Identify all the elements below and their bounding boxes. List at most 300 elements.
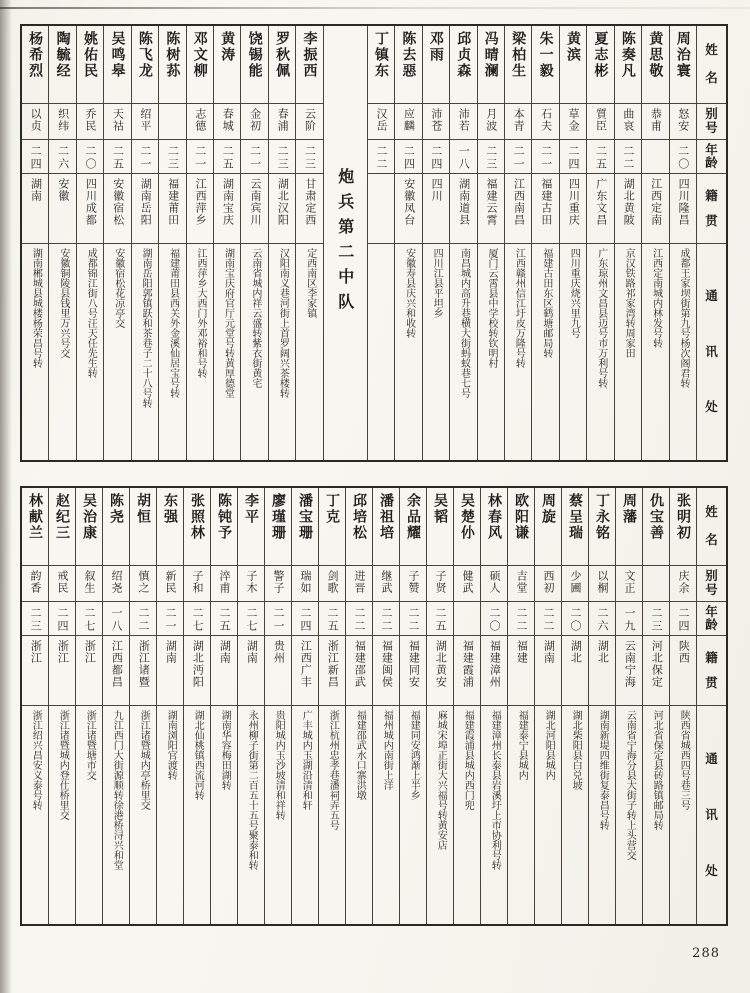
name-cell	[22, 26, 48, 104]
address-cell	[670, 706, 696, 924]
roster-column	[641, 26, 668, 460]
address-cell-text: 南昌城内高升巷横大街蚂蚁巷七号	[458, 248, 470, 398]
name-cell-text: 夏志彬	[592, 31, 609, 79]
name-cell-text: 朱一毅	[537, 31, 554, 79]
name-cell	[532, 26, 558, 104]
roster-column	[48, 26, 75, 460]
roster-column	[295, 26, 322, 460]
address-cell-text: 成都锦江街八号汪天任先生转	[85, 248, 97, 378]
address-cell	[159, 244, 185, 460]
address-cell-text: 江西萍乡大西门外邓裕和号转	[195, 248, 207, 378]
alias-cell-text: 怒安	[676, 108, 690, 132]
address-cell	[589, 706, 615, 924]
address-cell-text: 四川重庆烧兴里九号	[568, 248, 580, 338]
alias-cell	[319, 566, 345, 602]
alias-cell-text: 瑞如	[299, 570, 312, 594]
roster-column	[75, 488, 102, 924]
squad-title	[324, 26, 367, 460]
native-place-cell-text: 湖南宝庆	[221, 178, 235, 226]
name-cell	[346, 488, 372, 566]
age-cell	[296, 140, 322, 174]
name-cell-text: 邓文柳	[191, 31, 208, 79]
name-cell	[562, 488, 588, 566]
address-cell	[395, 244, 421, 460]
native-place-cell-text: 云南宾川	[248, 178, 262, 226]
address-cell	[22, 244, 48, 460]
native-place-cell	[214, 174, 240, 244]
roster-column	[22, 488, 48, 924]
row-label-char: 年	[705, 603, 718, 619]
age-cell	[535, 602, 561, 636]
address-cell	[643, 706, 669, 924]
alias-cell-text: 乔民	[84, 108, 98, 132]
row-label-char: 处	[705, 862, 718, 878]
alias-cell-text: 云阶	[303, 108, 317, 132]
age-cell	[481, 602, 507, 636]
native-place-cell-text: 福建古田	[539, 178, 553, 226]
name-cell-text: 丁克	[324, 493, 340, 525]
alias-cell	[454, 566, 480, 602]
native-place-cell	[159, 174, 185, 244]
native-place-cell	[296, 174, 322, 244]
alias-cell-text: 子木	[245, 570, 258, 594]
native-place-cell-text: 福建闽侯	[380, 640, 394, 688]
native-place-cell	[450, 174, 476, 244]
name-cell-text: 吴楚仦	[459, 493, 475, 541]
native-place-cell-text: 湖北黄陂	[622, 178, 636, 226]
alias-cell-text: 剑歌	[326, 570, 339, 594]
address-cell	[49, 244, 75, 460]
native-place-cell-text: 甘肃定西	[303, 178, 317, 226]
roster-column	[213, 26, 240, 460]
roster-column	[186, 26, 213, 460]
age-cell	[670, 602, 696, 636]
name-cell	[104, 26, 130, 104]
alias-cell	[670, 104, 696, 140]
age-cell-text: 二四	[567, 145, 581, 171]
row-label-char: 讯	[705, 806, 718, 822]
native-place-cell-text: 浙江新昌	[326, 640, 340, 688]
alias-cell-text: 沛苍	[429, 108, 443, 132]
native-place-cell	[319, 636, 345, 706]
address-cell-text: 永州柳子街第二百五十五号聚泰和转	[246, 710, 258, 870]
address-cell-text: 福建邵武水口寨洪墩	[354, 710, 366, 800]
alias-cell-text: 织纬	[56, 108, 70, 132]
address-cell-text: 湖北仙桃镇西流河转	[192, 710, 204, 800]
address-cell-text: 定西南区李家镇	[304, 248, 316, 318]
alias-cell	[292, 566, 318, 602]
native-place-cell-text: 江西南昌	[512, 178, 526, 226]
alias-cell	[49, 566, 75, 602]
address-cell-text: 福建霞浦县城内西门兜	[462, 710, 474, 810]
name-cell-text: 胡恒	[135, 493, 151, 525]
name-cell-text: 赵纪三	[54, 493, 70, 541]
native-place-cell-text: 湖北汉阳	[276, 178, 290, 226]
row-label-native	[697, 636, 726, 706]
address-cell-text: 福建同安鸿渐上半乡	[408, 710, 420, 800]
native-place-cell	[130, 636, 156, 706]
age-cell-text: 二一	[164, 607, 177, 633]
name-cell-text: 邓雨	[427, 31, 444, 63]
row-label-age	[697, 140, 726, 174]
address-cell-text: 福建泰宁县城内	[516, 710, 528, 780]
name-cell	[159, 26, 185, 104]
alias-cell-text: 春浦	[276, 108, 290, 132]
row-label-char: 别	[705, 106, 718, 122]
native-place-cell	[560, 174, 586, 244]
alias-cell	[157, 566, 183, 602]
native-place-cell	[532, 174, 558, 244]
age-cell-text: 二〇	[84, 145, 98, 171]
age-cell-text: 一八	[110, 607, 123, 633]
name-cell-text: 饶锡能	[246, 31, 263, 79]
row-label-age	[697, 602, 726, 636]
row-label-char: 姓	[705, 42, 718, 58]
native-place-cell	[400, 636, 426, 706]
native-place-cell-text: 福建霞浦	[461, 640, 475, 688]
name-cell	[505, 26, 531, 104]
name-cell-text: 姚佑民	[82, 31, 99, 79]
native-place-cell-text: 福建莆田	[166, 178, 180, 226]
address-cell	[241, 244, 267, 460]
alias-cell	[615, 104, 641, 140]
age-cell-text: 二五	[111, 145, 125, 171]
native-place-cell	[427, 636, 453, 706]
address-cell	[373, 706, 399, 924]
header-column	[696, 488, 726, 924]
roster-column	[586, 26, 613, 460]
roster-column	[453, 488, 480, 924]
alias-cell	[535, 566, 561, 602]
name-cell-text: 周藩	[621, 493, 637, 525]
alias-cell-text: 慎之	[137, 570, 150, 594]
alias-cell-text: 戒民	[56, 570, 69, 594]
roster-column	[76, 26, 103, 460]
native-place-cell-text: 陕西	[677, 640, 691, 664]
binding-shadow	[0, 0, 12, 993]
address-cell-text: 浙江诸暨城内登仕桥里交	[57, 710, 69, 820]
name-cell	[450, 26, 476, 104]
roster-column	[426, 488, 453, 924]
native-place-cell	[670, 174, 696, 244]
name-cell	[587, 26, 613, 104]
row-label-char: 贯	[705, 674, 718, 690]
address-cell-text: 浙江诸暨城内亭桥里交	[138, 710, 150, 810]
row-label-name	[697, 26, 726, 104]
native-place-cell-text: 湖南道县	[457, 178, 471, 226]
age-cell	[589, 602, 615, 636]
age-cell	[103, 602, 129, 636]
native-place-cell	[49, 636, 75, 706]
alias-cell-text: 子和	[191, 570, 204, 594]
address-cell	[423, 244, 449, 460]
alias-cell	[159, 104, 185, 140]
name-cell	[560, 26, 586, 104]
native-place-cell-text: 福建同安	[407, 640, 421, 688]
native-place-cell-text: 湖南岳阳	[139, 178, 153, 226]
name-cell-text: 李平	[243, 493, 259, 525]
address-cell-text: 浙江绍兴昌安义泰号转	[30, 710, 42, 810]
age-cell-text: 二一	[539, 145, 553, 171]
native-place-cell-text: 四川隆昌	[677, 178, 691, 226]
age-cell-text: 二七	[83, 607, 96, 633]
name-cell-text: 陈奏凡	[619, 31, 636, 79]
name-cell-text: 陶毓经	[54, 31, 71, 79]
roster-column	[264, 488, 291, 924]
native-place-cell-text: 福建云霄	[485, 178, 499, 226]
native-place-cell	[184, 636, 210, 706]
native-place-cell-text: 浙江	[56, 640, 70, 664]
address-cell-text: 安徽铜陵县钱里万兴号交	[57, 248, 69, 358]
name-cell-text: 梁柏生	[510, 31, 527, 79]
row-label-char: 龄	[705, 616, 718, 632]
alias-cell-text: 韵香	[29, 570, 42, 594]
name-cell	[132, 26, 158, 104]
alias-cell-text: 春城	[221, 108, 235, 132]
alias-cell-text: 进晋	[353, 570, 366, 594]
row-label-alias	[697, 104, 726, 140]
native-place-cell	[265, 636, 291, 706]
age-cell-text: 二五	[326, 607, 339, 633]
age-cell	[269, 140, 295, 174]
address-cell-text: 福建古田东区鹤塘邮局转	[540, 248, 552, 358]
roster-column	[504, 26, 531, 460]
address-cell	[478, 244, 504, 460]
native-place-cell	[395, 174, 421, 244]
address-cell	[130, 706, 156, 924]
alias-cell-text: 健武	[461, 570, 474, 594]
roster-column	[158, 26, 185, 460]
alias-cell	[49, 104, 75, 140]
age-cell-text: 二一	[248, 145, 262, 171]
name-cell	[427, 488, 453, 566]
age-cell	[400, 602, 426, 636]
age-cell	[159, 140, 185, 174]
alias-cell	[373, 566, 399, 602]
alias-cell	[241, 104, 267, 140]
address-cell-text: 湖南郴城县城楼杨荣昌号转	[30, 248, 42, 368]
name-cell-text: 余品耀	[405, 493, 421, 541]
alias-cell-text: 沛若	[457, 108, 471, 132]
age-cell-text: 二二	[621, 145, 635, 171]
age-cell-text: 二三	[276, 145, 290, 171]
age-cell	[292, 602, 318, 636]
address-cell-text: 湖南新堤四维街复泰昌号转	[597, 710, 609, 830]
alias-cell	[423, 104, 449, 140]
name-cell	[589, 488, 615, 566]
age-cell-text: 一九	[623, 607, 636, 633]
address-cell	[562, 706, 588, 924]
address-cell-text: 云南省城内祥云盛转紫衣街黄宅	[249, 248, 261, 388]
address-cell-text: 贵阳城内玉沙坡清和祥转	[273, 710, 285, 820]
address-cell	[103, 706, 129, 924]
address-cell	[76, 706, 102, 924]
age-cell-text: 二二	[137, 607, 150, 633]
roster-column	[156, 488, 183, 924]
row-label-alias	[697, 566, 726, 602]
age-cell	[562, 602, 588, 636]
native-place-cell-text: 四川成都	[84, 178, 98, 226]
native-place-cell-text: 湖北黄安	[434, 640, 448, 688]
name-cell-text: 吴韬	[432, 493, 448, 525]
native-place-cell	[22, 174, 48, 244]
age-cell-text: 二二	[542, 607, 555, 633]
age-cell-text: 二四	[677, 607, 690, 633]
roster-column	[531, 26, 558, 460]
age-cell-text: 二三	[29, 607, 42, 633]
age-cell	[76, 602, 102, 636]
address-cell-text: 陕西省城西四号巷三号	[678, 710, 690, 810]
roster-column	[477, 26, 504, 460]
alias-cell-text: 庆余	[677, 570, 690, 594]
alias-cell-text: 天祜	[111, 108, 125, 132]
age-cell-text: 二四	[402, 145, 416, 171]
roster-column	[102, 488, 129, 924]
age-cell	[478, 140, 504, 174]
native-place-cell-text: 湖北	[596, 640, 610, 664]
native-place-cell-text: 福建漳州	[488, 640, 502, 688]
alias-cell	[211, 566, 237, 602]
alias-cell	[643, 566, 669, 602]
name-cell	[615, 26, 641, 104]
alias-cell	[395, 104, 421, 140]
name-cell	[395, 26, 421, 104]
name-cell-text: 陈钝予	[216, 493, 232, 541]
alias-cell-text: 曲哀	[621, 108, 635, 132]
alias-cell-text: 少圃	[569, 570, 582, 594]
native-place-cell	[368, 174, 394, 244]
name-cell	[265, 488, 291, 566]
row-label-char: 通	[705, 288, 718, 304]
native-place-cell	[157, 636, 183, 706]
roster-column	[534, 488, 561, 924]
age-cell	[49, 602, 75, 636]
age-cell	[77, 140, 103, 174]
row-label-char: 籍	[705, 187, 718, 203]
age-cell	[373, 602, 399, 636]
alias-cell-text: 恭甫	[649, 108, 663, 132]
row-label-char: 姓	[705, 504, 718, 520]
name-cell	[478, 26, 504, 104]
native-place-cell	[616, 636, 642, 706]
address-cell	[505, 244, 531, 460]
roster-table-top	[20, 24, 728, 462]
name-cell	[296, 26, 322, 104]
name-cell-text: 吴治康	[81, 493, 97, 541]
name-cell-text: 陈去惡	[400, 31, 417, 79]
address-cell-text: 厦门云霄县中学校转钦明村	[485, 248, 497, 368]
native-place-cell-text: 江西定南	[649, 178, 663, 226]
age-cell	[214, 140, 240, 174]
name-cell-text: 仇宝善	[648, 493, 664, 541]
address-cell	[346, 706, 372, 924]
native-place-cell-text: 湖南	[542, 640, 556, 664]
name-cell	[77, 26, 103, 104]
age-cell	[587, 140, 613, 174]
native-place-cell-text: 湖南	[29, 178, 43, 202]
age-cell-text: 二四	[299, 607, 312, 633]
alias-cell	[187, 104, 213, 140]
roster-column	[399, 488, 426, 924]
address-cell	[132, 244, 158, 460]
name-cell-text: 林春风	[486, 493, 502, 541]
age-cell	[505, 140, 531, 174]
roster-column	[210, 488, 237, 924]
address-cell	[642, 244, 668, 460]
address-cell	[368, 244, 394, 460]
alias-cell-text: 西初	[542, 570, 555, 594]
row-label-char: 号	[705, 120, 718, 136]
age-cell	[532, 140, 558, 174]
address-cell	[22, 706, 48, 924]
name-cell	[157, 488, 183, 566]
alias-cell-text: 金初	[248, 108, 262, 132]
age-cell	[560, 140, 586, 174]
address-cell	[296, 244, 322, 460]
age-cell-text: 二〇	[488, 607, 501, 633]
alias-cell	[77, 104, 103, 140]
name-cell	[616, 488, 642, 566]
row-label-char: 别	[705, 568, 718, 584]
row-label-char: 讯	[705, 343, 718, 359]
age-cell-text: 二一	[512, 145, 526, 171]
name-cell-text: 周旋	[540, 493, 556, 525]
address-cell-text: 四川江县平坦乡	[431, 248, 443, 318]
address-cell-text: 浙江诸暨塘市交	[84, 710, 96, 780]
name-cell	[292, 488, 318, 566]
alias-cell	[481, 566, 507, 602]
alias-cell-text: 淬甫	[218, 570, 231, 594]
alias-cell	[587, 104, 613, 140]
alias-cell-text: 質臣	[594, 108, 608, 132]
native-place-cell-text: 福建	[515, 640, 529, 664]
alias-cell	[184, 566, 210, 602]
native-place-cell-text: 福建邵武	[353, 640, 367, 688]
address-cell	[454, 706, 480, 924]
native-place-cell	[238, 636, 264, 706]
age-cell	[346, 602, 372, 636]
alias-cell-text: 子贤	[434, 570, 447, 594]
roster-column	[480, 488, 507, 924]
native-place-cell-text: 湖南	[218, 640, 232, 664]
roster-column	[614, 26, 641, 460]
native-place-cell-text: 湖北	[569, 640, 583, 664]
address-cell-text: 河北省保定县砖路镇邮局转	[651, 710, 663, 830]
name-cell-text: 蔡呈瑞	[567, 493, 583, 541]
age-cell-text: 二六	[56, 145, 70, 171]
name-cell	[535, 488, 561, 566]
address-cell	[238, 706, 264, 924]
age-cell-text: 二五	[218, 607, 231, 633]
roster-column	[561, 488, 588, 924]
native-place-cell-text: 浙江	[83, 640, 97, 664]
name-cell	[642, 26, 668, 104]
native-place-cell	[615, 174, 641, 244]
alias-cell-text: 绍平	[138, 108, 152, 132]
age-cell	[643, 602, 669, 636]
native-place-cell-text: 湖南	[164, 640, 178, 664]
alias-cell	[238, 566, 264, 602]
age-cell-text: 二五	[221, 145, 235, 171]
name-cell-text: 张照林	[189, 493, 205, 541]
roster-column	[669, 26, 696, 460]
native-place-cell-text: 浙江诸暨	[137, 640, 151, 688]
page-number: 288	[692, 946, 720, 961]
native-place-cell	[292, 636, 318, 706]
roster-column	[291, 488, 318, 924]
roster-column	[507, 488, 534, 924]
native-place-cell	[187, 174, 213, 244]
